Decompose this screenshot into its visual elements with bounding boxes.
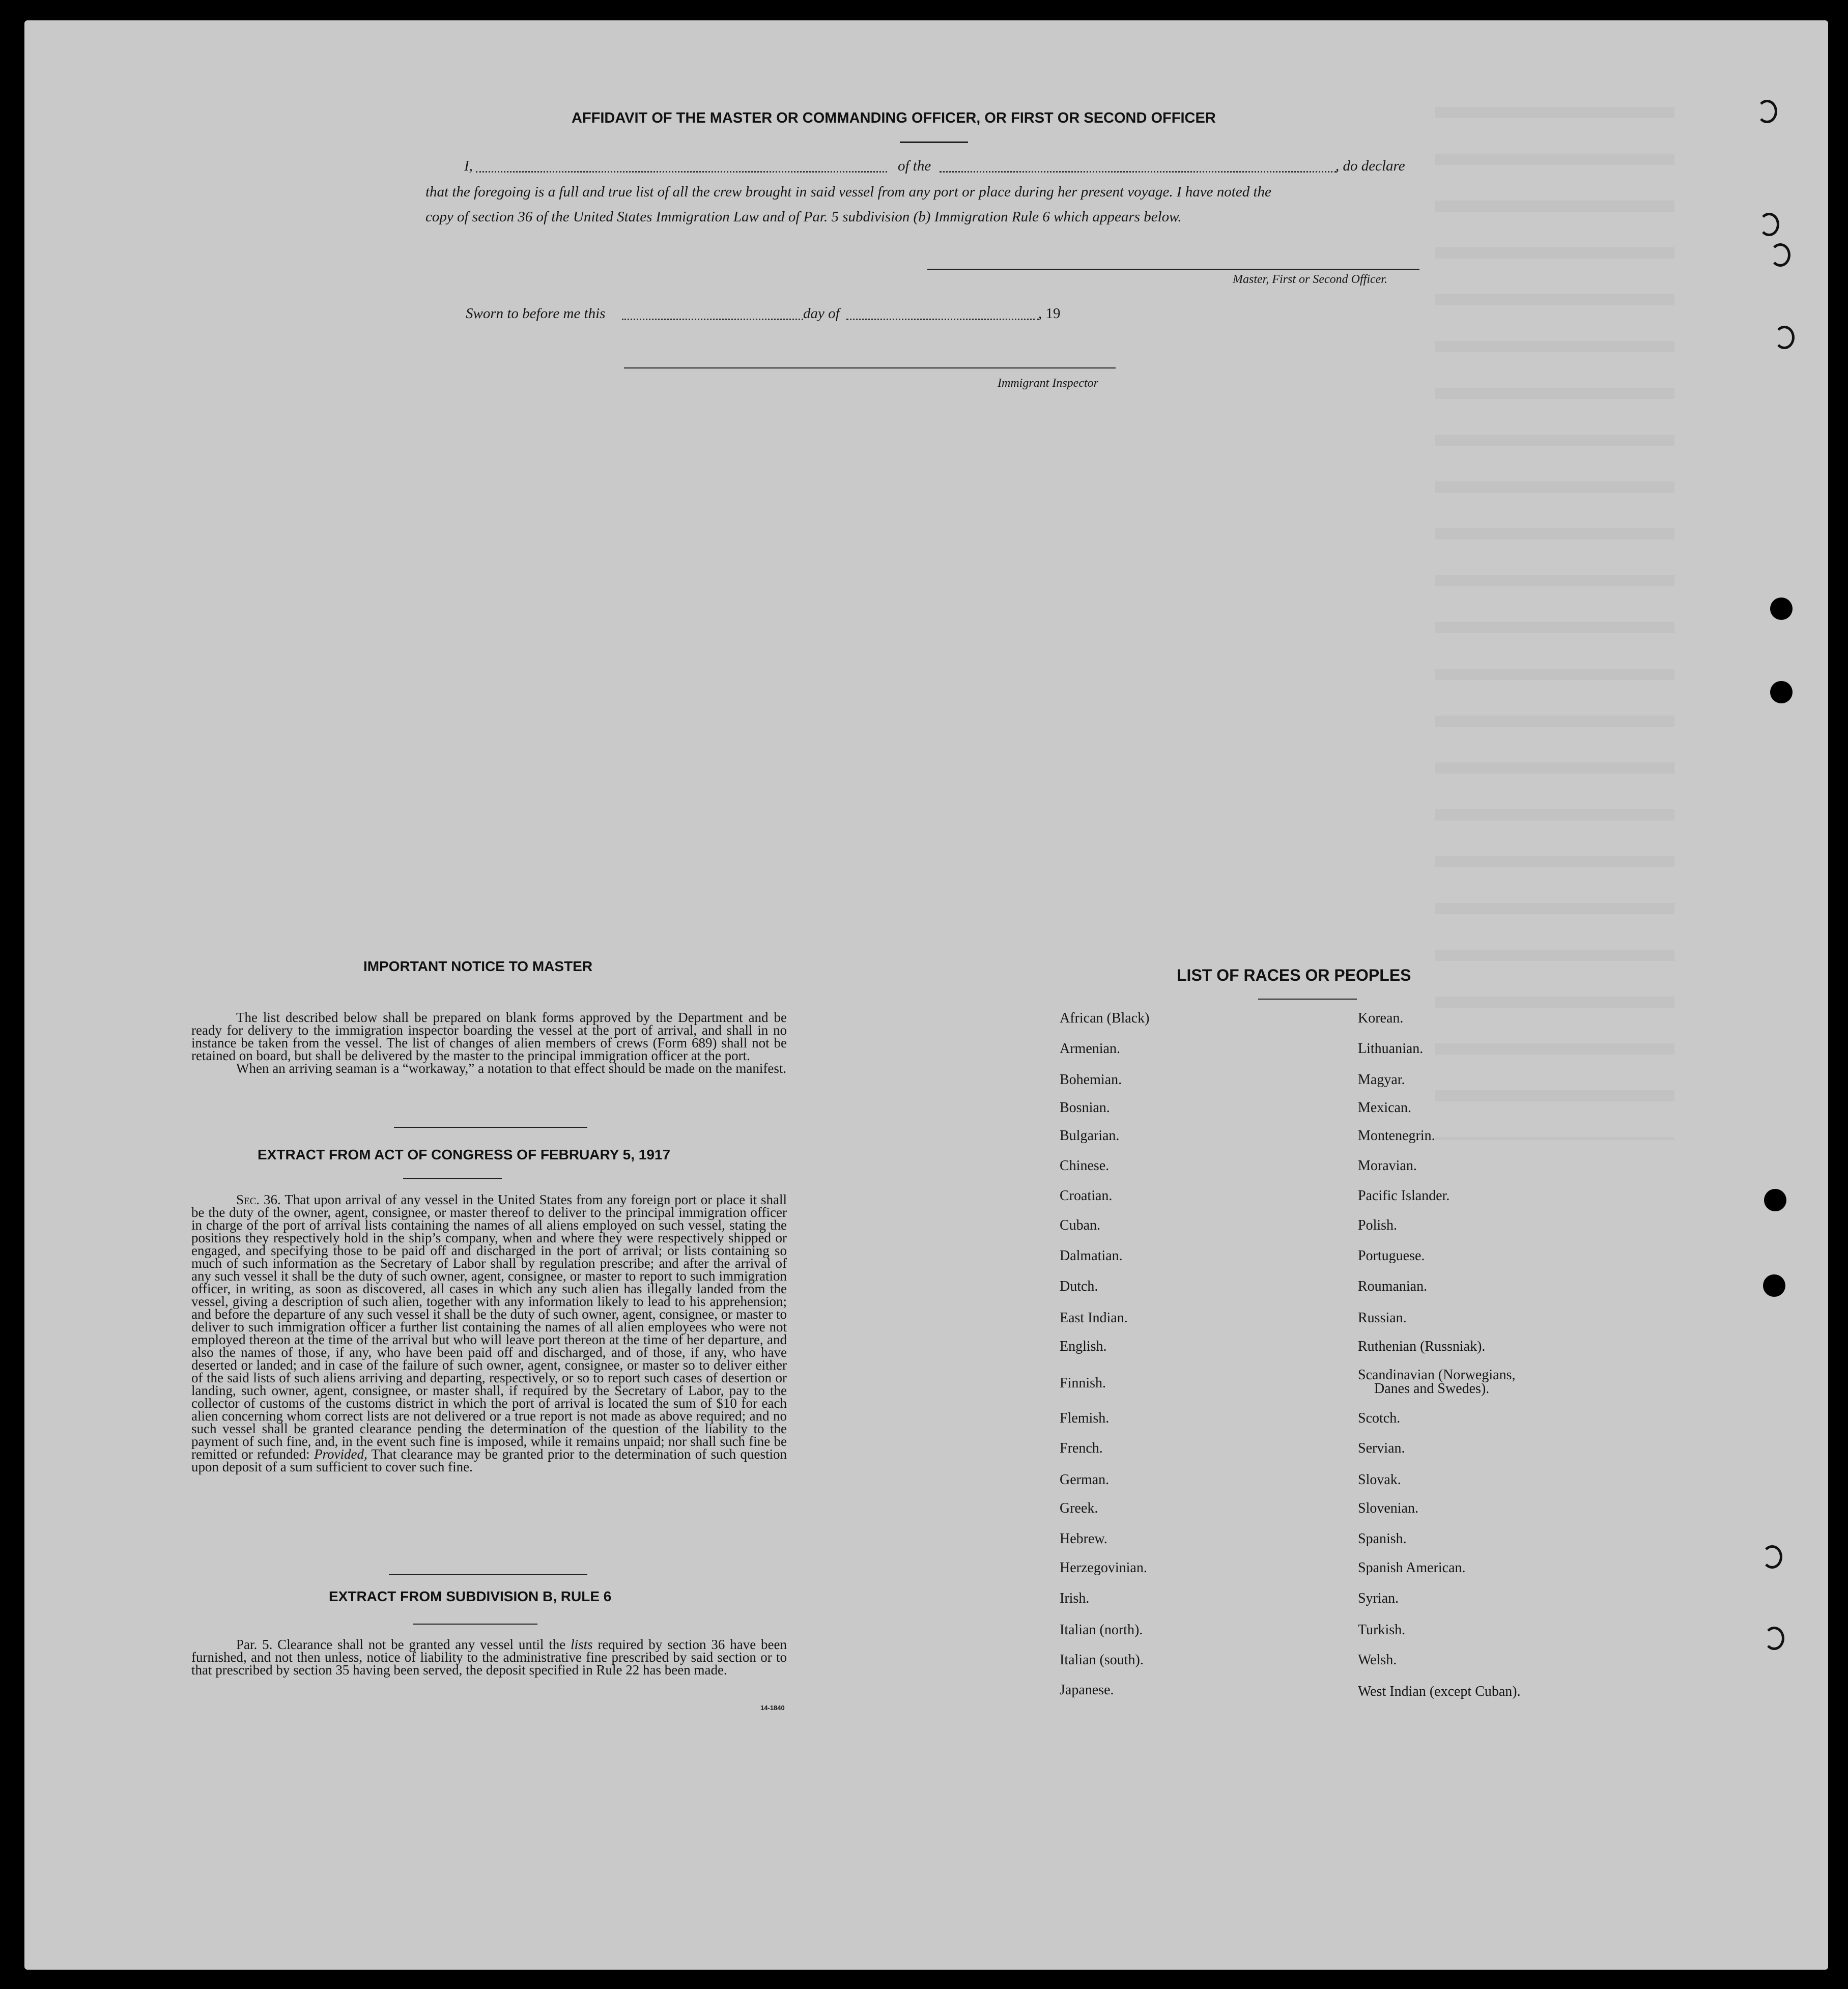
punch-hole-icon [1770,681,1793,703]
race-item: Herzegovinian. [1060,1560,1147,1576]
race-item: Dutch. [1060,1278,1098,1294]
race-item: Mexican. [1358,1100,1411,1116]
section-36-text-end: That clearance may be granted prior to the determination of such question upon deposit of a sum sufficient to cover such fine. [191,1446,787,1474]
notice-paragraph: When an arriving seaman is a “workaway,” a notation to that effect should be made on the manifest. [236,1061,787,1076]
section-label: Sec. 36. [236,1192,281,1207]
affidavit-title: AFFIDAVIT OF THE MASTER OR COMMANDING OFFICER, OR FIRST OR SECOND OFFICER [572,110,1216,126]
race-item: Slovenian. [1358,1500,1418,1516]
provided-word: Provided, [314,1446,367,1462]
affidavit-line1-mid: of the [898,158,931,174]
notice-title: IMPORTANT NOTICE TO MASTER [363,958,593,974]
race-item: West Indian (except Cuban). [1358,1684,1521,1699]
extract-rule-title: EXTRACT FROM SUBDIVISION B, RULE 6 [329,1588,612,1604]
punch-hole-icon [1770,598,1793,620]
race-item: Scandinavian (Norwegians, [1358,1367,1516,1383]
race-item: Chinese. [1060,1158,1110,1174]
rule-text-end: required by section 36 have been furnished, and not then unless, notice of liability to the administrative fine prescribed by said section or to that prescribed by section 35 having been served, the deposit specified in Rule 22 has been made. [191,1637,787,1678]
race-item: Magyar. [1358,1072,1405,1088]
inspector-label: Immigrant Inspector [998,377,1098,390]
race-item: Irish. [1060,1590,1090,1606]
race-item: Moravian. [1358,1158,1417,1174]
race-item: Cuban. [1060,1217,1101,1233]
race-item: Spanish American. [1358,1560,1466,1576]
binder-hole-icon [1757,100,1777,123]
race-item: Turkish. [1358,1622,1406,1638]
name-blank-line [476,171,887,173]
binder-hole-icon [1762,1545,1782,1569]
race-item: French. [1060,1440,1103,1456]
extract-act-body [191,1194,787,1473]
notice-body [191,1011,787,1075]
race-item: Portuguese. [1358,1248,1425,1264]
punch-hole-icon [1764,1189,1786,1211]
race-item: African (Black) [1060,1010,1150,1026]
race-item: Croatian. [1060,1188,1113,1204]
race-item: Japanese. [1060,1682,1114,1698]
race-item: Russian. [1358,1310,1407,1326]
race-item: Polish. [1358,1217,1398,1233]
day-blank-line [622,319,803,320]
race-item: Greek. [1060,1500,1098,1516]
divider [1258,999,1357,1000]
race-item: Lithuanian. [1358,1041,1424,1057]
section-36-text: That upon arrival of any vessel in the United States from any foreign port or place it shall be the duty of the owner, agent, consignee, or master thereof to deliver to the principal immigration officer in charge of the port of arrival lists containing the names of all aliens employed on such vessel, stating the positions they respectively hold in the ship’s company, when and where they were respectively shipped or engaged, and specifying those to be paid off and discharged in the port of arrival; or lists containing so much of such information as the Secretary of Labor shall by regulation prescribe; and after the arrival of any such vessel it shall be the duty of such owner, agent, consignee, or master to report to such immigration officer, in writing, as soon as discovered, all cases in which any such alien has illegally landed from the vessel, giving a description of such alien, together with any information likely to lead to his apprehension; and before the departure of any such vessel it shall be the duty of such owner, agent, consignee, or master to deliver to such immigration officer a further list containing the names of all alien employees who were not employed thereon at the time of the arrival but who will leave port thereon at the time of her departure, and also the names of those, if any, who have been paid off and discharged, and of those, if any, who have deserted or landed; and in case of the failure of such owner, agent, consignee, or master so to deliver either of the said lists of such aliens arriving and departing, respectively, or so to report such cases of desertion or landing, such owner, agent, consignee, or master shall, if required by the Secretary of Labor, pay to the collector of customs of the customs district in which the port of arrival is located the sum of $10 for each alien concerning whom correct lists are not delivered or a true report is not made as above required; and no such vessel shall be granted clearance pending the determination of the question of the liability to the payment of such fine, and, in the event such fine is imposed, while it remains unpaid; nor shall such fine be remitted or refunded: [191,1192,787,1462]
binder-hole-icon [1759,213,1779,236]
master-signature-line[interactable] [927,269,1419,270]
race-item: Roumanian. [1358,1278,1428,1294]
rule-text: Par. 5. Clearance shall not be granted any vessel until the [236,1637,566,1652]
race-item: Hebrew. [1060,1531,1107,1547]
sworn-mid: day of [803,305,840,322]
race-item: Korean. [1358,1010,1404,1026]
lists-word: lists [571,1637,593,1652]
divider [394,1127,587,1128]
affidavit-line1-start: I, [464,158,473,174]
bleed-through-shadow [1435,71,1674,1140]
race-item: Scotch. [1358,1410,1401,1426]
affidavit-line1-end: , do declare [1335,158,1405,174]
notice-paragraph: The list described below shall be prepared on blank forms approved by the Department and be ready for delivery to the immigration inspector boarding the vessel at the port of arrival, and shall in no instance be taken from the vessel. The list of changes of alien members of crews (Form 689) shall not be retained on board, but shall be delivered by the master to the principal immigration officer at the port. [191,1010,787,1063]
race-item: Flemish. [1060,1410,1110,1426]
divider [900,141,968,143]
race-item: Spanish. [1358,1531,1407,1547]
extract-rule-body [191,1638,787,1677]
form-number: 14-1840 [760,1704,785,1712]
race-item: Servian. [1358,1440,1405,1456]
race-item: Italian (north). [1060,1622,1143,1638]
race-item: English. [1060,1339,1107,1354]
binder-hole-icon [1774,326,1795,349]
race-item: Italian (south). [1060,1652,1144,1668]
binder-hole-icon [1770,243,1790,267]
race-item: Slovak. [1358,1472,1401,1488]
race-item: Danes and Swedes). [1374,1381,1490,1397]
sworn-year: , 19 [1038,305,1061,322]
race-item: East Indian. [1060,1310,1128,1326]
race-item: Armenian. [1060,1041,1120,1057]
races-title: LIST OF RACES OR PEOPLES [1177,966,1411,984]
master-signature-label: Master, First or Second Officer. [1233,273,1387,286]
divider [389,1574,587,1575]
divider [413,1624,537,1625]
month-blank-line [846,319,1039,320]
extract-act-title: EXTRACT FROM ACT OF CONGRESS OF FEBRUARY 5, 1917 [258,1147,671,1162]
race-item: Welsh. [1358,1652,1397,1668]
race-item: Bohemian. [1060,1072,1122,1088]
race-item: Bulgarian. [1060,1128,1120,1144]
affidavit-line2: that the foregoing is a full and true list of all the crew brought in said vessel from any port or place during her present voyage. I have noted the [425,184,1271,200]
race-item: German. [1060,1472,1110,1488]
race-item: Finnish. [1060,1375,1106,1391]
affidavit-line3: copy of section 36 of the United States Immigration Law and of Par. 5 subdivision (b) Immigration Rule 6 which appears below. [425,209,1182,225]
binder-hole-icon [1764,1627,1784,1650]
vessel-blank-line [940,171,1337,173]
race-item: Montenegrin. [1358,1128,1435,1144]
punch-hole-icon [1763,1274,1785,1297]
inspector-signature-line[interactable] [624,367,1116,368]
sworn-start: Sworn to before me this [466,305,606,322]
race-item: Pacific Islander. [1358,1188,1450,1204]
race-item: Syrian. [1358,1590,1399,1606]
race-item: Ruthenian (Russniak). [1358,1339,1486,1354]
race-item: Dalmatian. [1060,1248,1123,1264]
divider [403,1178,502,1179]
race-item: Bosnian. [1060,1100,1110,1116]
